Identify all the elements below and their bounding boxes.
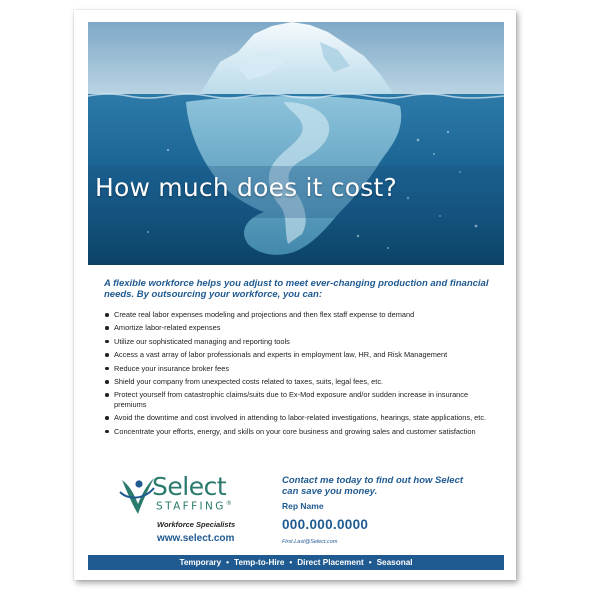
bullet-icon xyxy=(105,393,109,397)
benefit-list xyxy=(104,310,494,440)
list-item-text: Shield your company from unexpected costs related to taxes, suits, legal fees, etc. xyxy=(114,377,384,387)
list-item xyxy=(104,427,494,436)
contact-heading: Contact me today to find out how Select can save you money. xyxy=(282,475,464,497)
list-item xyxy=(104,310,494,319)
rep-name: Rep Name xyxy=(282,501,324,511)
list-item xyxy=(104,337,494,346)
registered-mark: ® xyxy=(225,500,232,507)
intro-text: A flexible workforce helps you adjust to meet ever-changing production and financial needs. By outsourcing your workforce, you can: xyxy=(104,278,489,300)
headline: How much does it cost? xyxy=(95,173,397,202)
logo-subword xyxy=(156,500,232,513)
list-item xyxy=(104,413,494,422)
footer-separator: • xyxy=(226,558,230,567)
list-item-text: Access a vast array of labor professionals and experts in employment law, HR, and Risk Management xyxy=(114,350,448,360)
list-item xyxy=(104,390,494,409)
list-item-text: Avoid the downtime and cost involved in attending to labor-related investigations, hearings, state applications, etc. xyxy=(114,413,487,423)
bullet-icon xyxy=(105,367,109,371)
bullet-icon xyxy=(105,416,109,420)
list-item-text: Concentrate your efforts, energy, and skills on your core business and growing sales and customer satisfaction xyxy=(114,426,476,436)
bullet-icon xyxy=(105,380,109,384)
phone-number[interactable]: 000.000.0000 xyxy=(282,517,369,532)
iceberg-dollar-sign-icon xyxy=(88,22,504,265)
list-item xyxy=(104,350,494,359)
bullet-icon xyxy=(105,353,109,357)
logo-wordmark: Select xyxy=(152,472,227,501)
flyer-page xyxy=(74,10,516,580)
list-item-text: Reduce your insurance broker fees xyxy=(114,363,230,373)
list-item xyxy=(104,364,494,373)
services-footer-bar xyxy=(88,555,504,570)
footer-item-seasonal: Seasonal xyxy=(376,558,413,567)
list-item-text: Utilize our sophisticated managing and reporting tools xyxy=(114,336,290,346)
footer-item-direct-placement: Direct Placement xyxy=(297,558,364,567)
bullet-icon xyxy=(105,340,109,344)
hero-image xyxy=(88,22,504,265)
bullet-icon xyxy=(105,313,109,317)
footer-item-temporary: Temporary xyxy=(179,558,222,567)
list-item xyxy=(104,323,494,332)
list-item-text: Protect yourself from catastrophic claims/suits due to Ex-Mod exposure and/or sudden increase in insurance premiums xyxy=(114,390,469,409)
tagline: Workforce Specialists xyxy=(157,520,236,529)
website-link[interactable]: www.select.com xyxy=(157,533,235,544)
logo-staffing-text: STAFFING xyxy=(156,500,226,513)
list-item-text: Amortize labor-related expenses xyxy=(114,323,221,333)
list-item xyxy=(104,377,494,386)
person-swoosh-icon xyxy=(118,474,156,516)
footer-item-temp-to-hire: Temp-to-Hire xyxy=(234,558,285,567)
bullet-icon xyxy=(105,430,109,434)
footer-separator: • xyxy=(289,558,293,567)
email-link[interactable]: First.Last@Select.com xyxy=(282,539,338,545)
list-item-text: Create real labor expenses modeling and projections and then flex staff expense to demand xyxy=(114,310,415,319)
footer-separator: • xyxy=(368,558,372,567)
bullet-icon xyxy=(105,326,109,330)
